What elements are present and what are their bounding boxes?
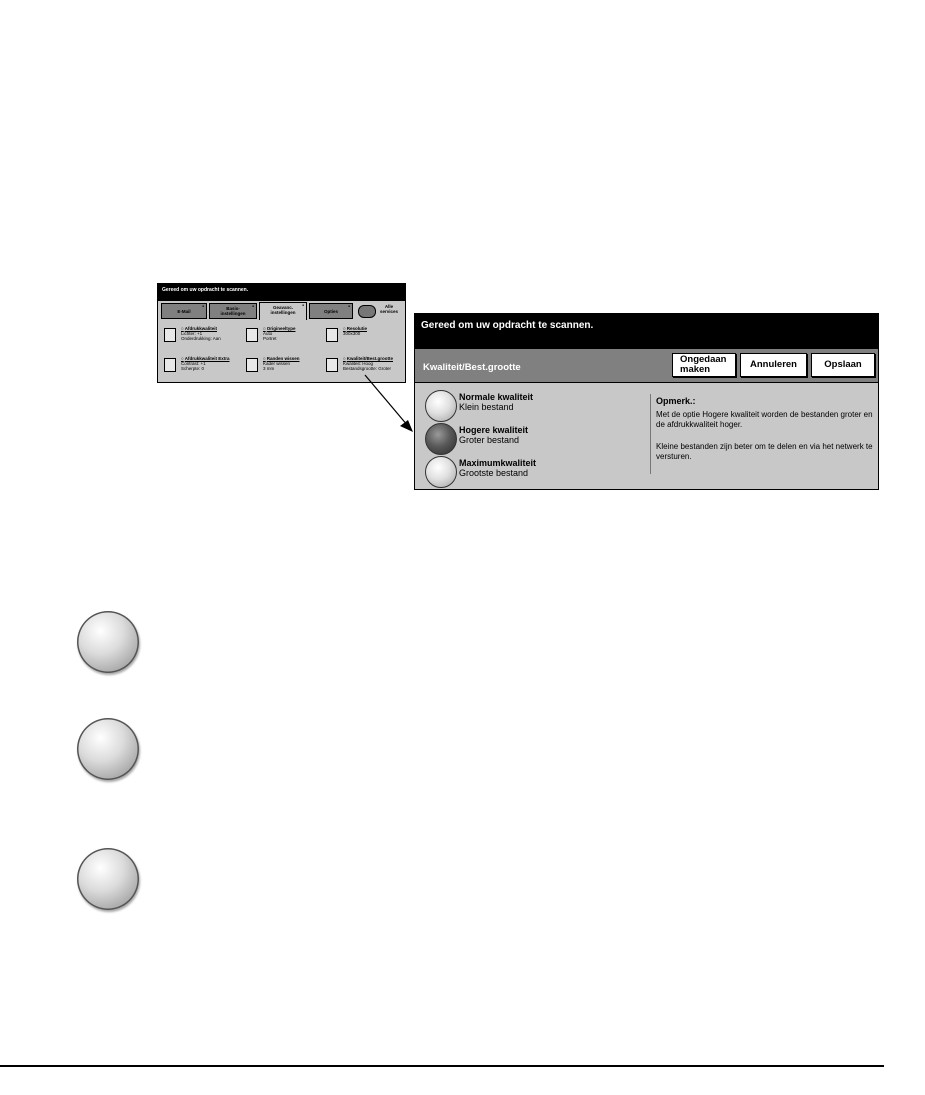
feature-value: Portret [263,336,277,341]
quality-file-size-screen [414,313,879,490]
screen-header [415,349,878,383]
option-normal-quality[interactable] [425,390,645,424]
feature-title: ○ Afdrukkwaliteit [181,326,221,331]
feature-title: ○ Resolutie [343,326,367,331]
all-services-label: Alle services [380,304,399,314]
feature-title: ○ Kwaliteit/Best.grootte [343,356,393,361]
radio-button[interactable] [425,456,457,488]
step-button-3[interactable] [77,848,139,910]
divider [650,394,651,474]
option-sub: Grootste bestand [459,468,529,478]
cancel-button[interactable]: Annuleren [740,353,807,377]
radio-button[interactable] [425,390,457,422]
tab-email[interactable]: E-Mail • [161,303,207,319]
feature-value: Lichter: +1 [181,331,203,336]
screen-title: Kwaliteit/Best.grootte [423,362,521,373]
step-button-1[interactable] [77,611,139,673]
tab-options[interactable]: Opties • [309,303,353,319]
feature-value: Scherpte: 0 [181,366,205,371]
feature-value: Kader wissen [263,361,291,366]
note-paragraph: Kleine bestanden zijn beter om te delen en via het netwerk te versturen. [656,442,873,461]
feature-value: 300x300 [343,331,361,336]
tab-label: Basis- instellingen [220,306,246,316]
step-button-2[interactable] [77,718,139,780]
note-paragraph: Met de optie Hogere kwaliteit worden de bestanden groter en de afdrukkwaliteit hoger. [656,410,873,429]
save-button[interactable]: Opslaan [811,353,875,377]
radio-button-selected[interactable] [425,423,457,455]
tab-label: Opties [323,309,338,314]
option-label: Hogere kwaliteit [459,425,529,435]
option-higher-quality[interactable] [425,423,645,457]
status-message: Gereed om uw opdracht te scannen. [158,284,405,301]
tab-basic-settings[interactable]: Basis- instellingen • [209,303,257,319]
feature-value: Auto [263,331,273,336]
option-sub: Klein bestand [459,402,514,412]
feature-value: Bestandsgrootte: Groter [343,366,392,371]
option-sub: Groter bestand [459,435,520,445]
feature-value: Contrast: +1 [181,361,206,366]
feature-value: Kwaliteit: Hoog [343,361,374,366]
note-title: Opmerk.: [656,396,696,406]
feature-title: ○ Afdrukkwaliteit Extra [181,356,229,361]
undo-button-label: Ongedaan maken [680,354,727,375]
feature-title: ○ Origineeltype [263,326,295,331]
tab-advanced-settings[interactable]: Geavanc. instellingen • [259,302,307,320]
feature-value: Onderdrukking: Aan [181,336,221,341]
option-maximum-quality[interactable] [425,456,645,490]
footer-rule [0,1065,884,1067]
tab-label: E-Mail [177,309,191,314]
option-label: Normale kwaliteit [459,392,534,402]
tab-label: Geavanc. instellingen [270,305,296,315]
feature-title: ○ Randen wissen [263,356,299,361]
undo-button[interactable] [672,353,736,377]
feature-value: 3 mm [263,366,275,371]
option-label: Maximumkwaliteit [459,458,537,468]
status-message: Gereed om uw opdracht te scannen. [415,314,878,349]
